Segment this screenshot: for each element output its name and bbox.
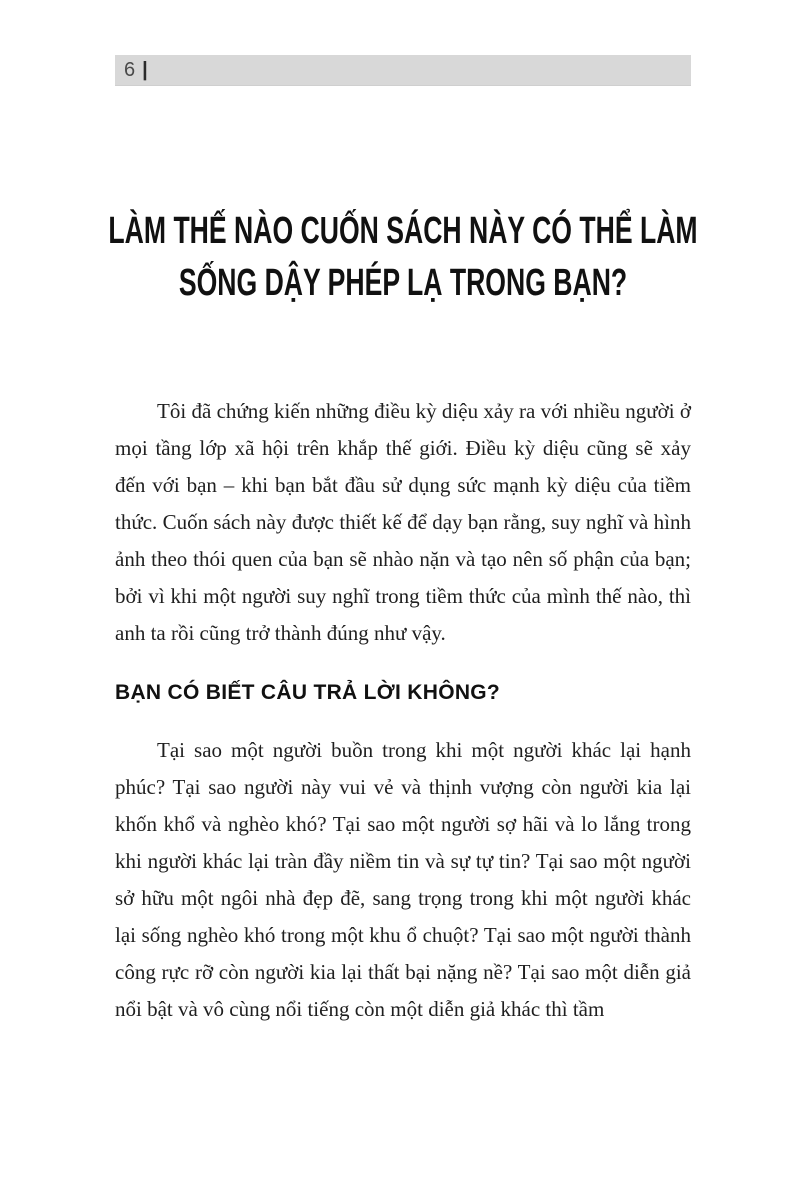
chapter-title-row-2 (115, 257, 691, 309)
page-number: 6 (124, 58, 137, 81)
paragraph-questions: Tại sao một người buồn trong khi một người khác lại hạnh phúc? Tại sao người này vui vẻ và thịnh vượng còn người kia lại khốn khổ và nghèo khó? Tại sao một người sợ hãi và lo lắng trong khi người khác lại tràn đầy niềm tin và sự tự tin? Tại sao một người sở hữu một ngôi nhà đẹp đẽ, sang trọng trong khi một người khác lại sống nghèo khó trong một khu ổ chuột? Tại sao một người thành công rực rỡ còn người kia lại thất bại nặng nề? Tại sao một diễn giả nổi bật và vô cùng nổi tiếng còn một diễn giả khác thì tầm (115, 738, 691, 1021)
page-content (108, 0, 698, 1028)
chapter-title-line-1: LÀM THẾ NÀO CUỐN SÁCH NÀY CÓ THỂ LÀM (108, 210, 698, 252)
section-heading: BẠN CÓ BIẾT CÂU TRẢ LỜI KHÔNG? (115, 681, 501, 704)
page-number-separator: | (142, 58, 148, 81)
chapter-title (108, 205, 698, 309)
chapter-title-line-2: SỐNG DẬY PHÉP LẠ TRONG BẠN? (178, 262, 628, 304)
paragraph-intro: Tôi đã chứng kiến những điều kỳ diệu xảy ra với nhiều người ở mọi tầng lớp xã hội trên khắp thế giới. Điều kỳ diệu cũng sẽ xảy đến với bạn – khi bạn bắt đầu sử dụng sức mạnh kỳ diệu của tiềm thức. Cuốn sách này được thiết kế để dạy bạn rằng, suy nghĩ và hình ảnh theo thói quen của bạn sẽ nhào nặn và tạo nên số phận của bạn; bởi vì khi một người suy nghĩ trong tiềm thức của mình thế nào, thì anh ta rồi cũng trở thành đúng như vậy. (115, 399, 691, 645)
chapter-title-row-1 (108, 205, 698, 257)
